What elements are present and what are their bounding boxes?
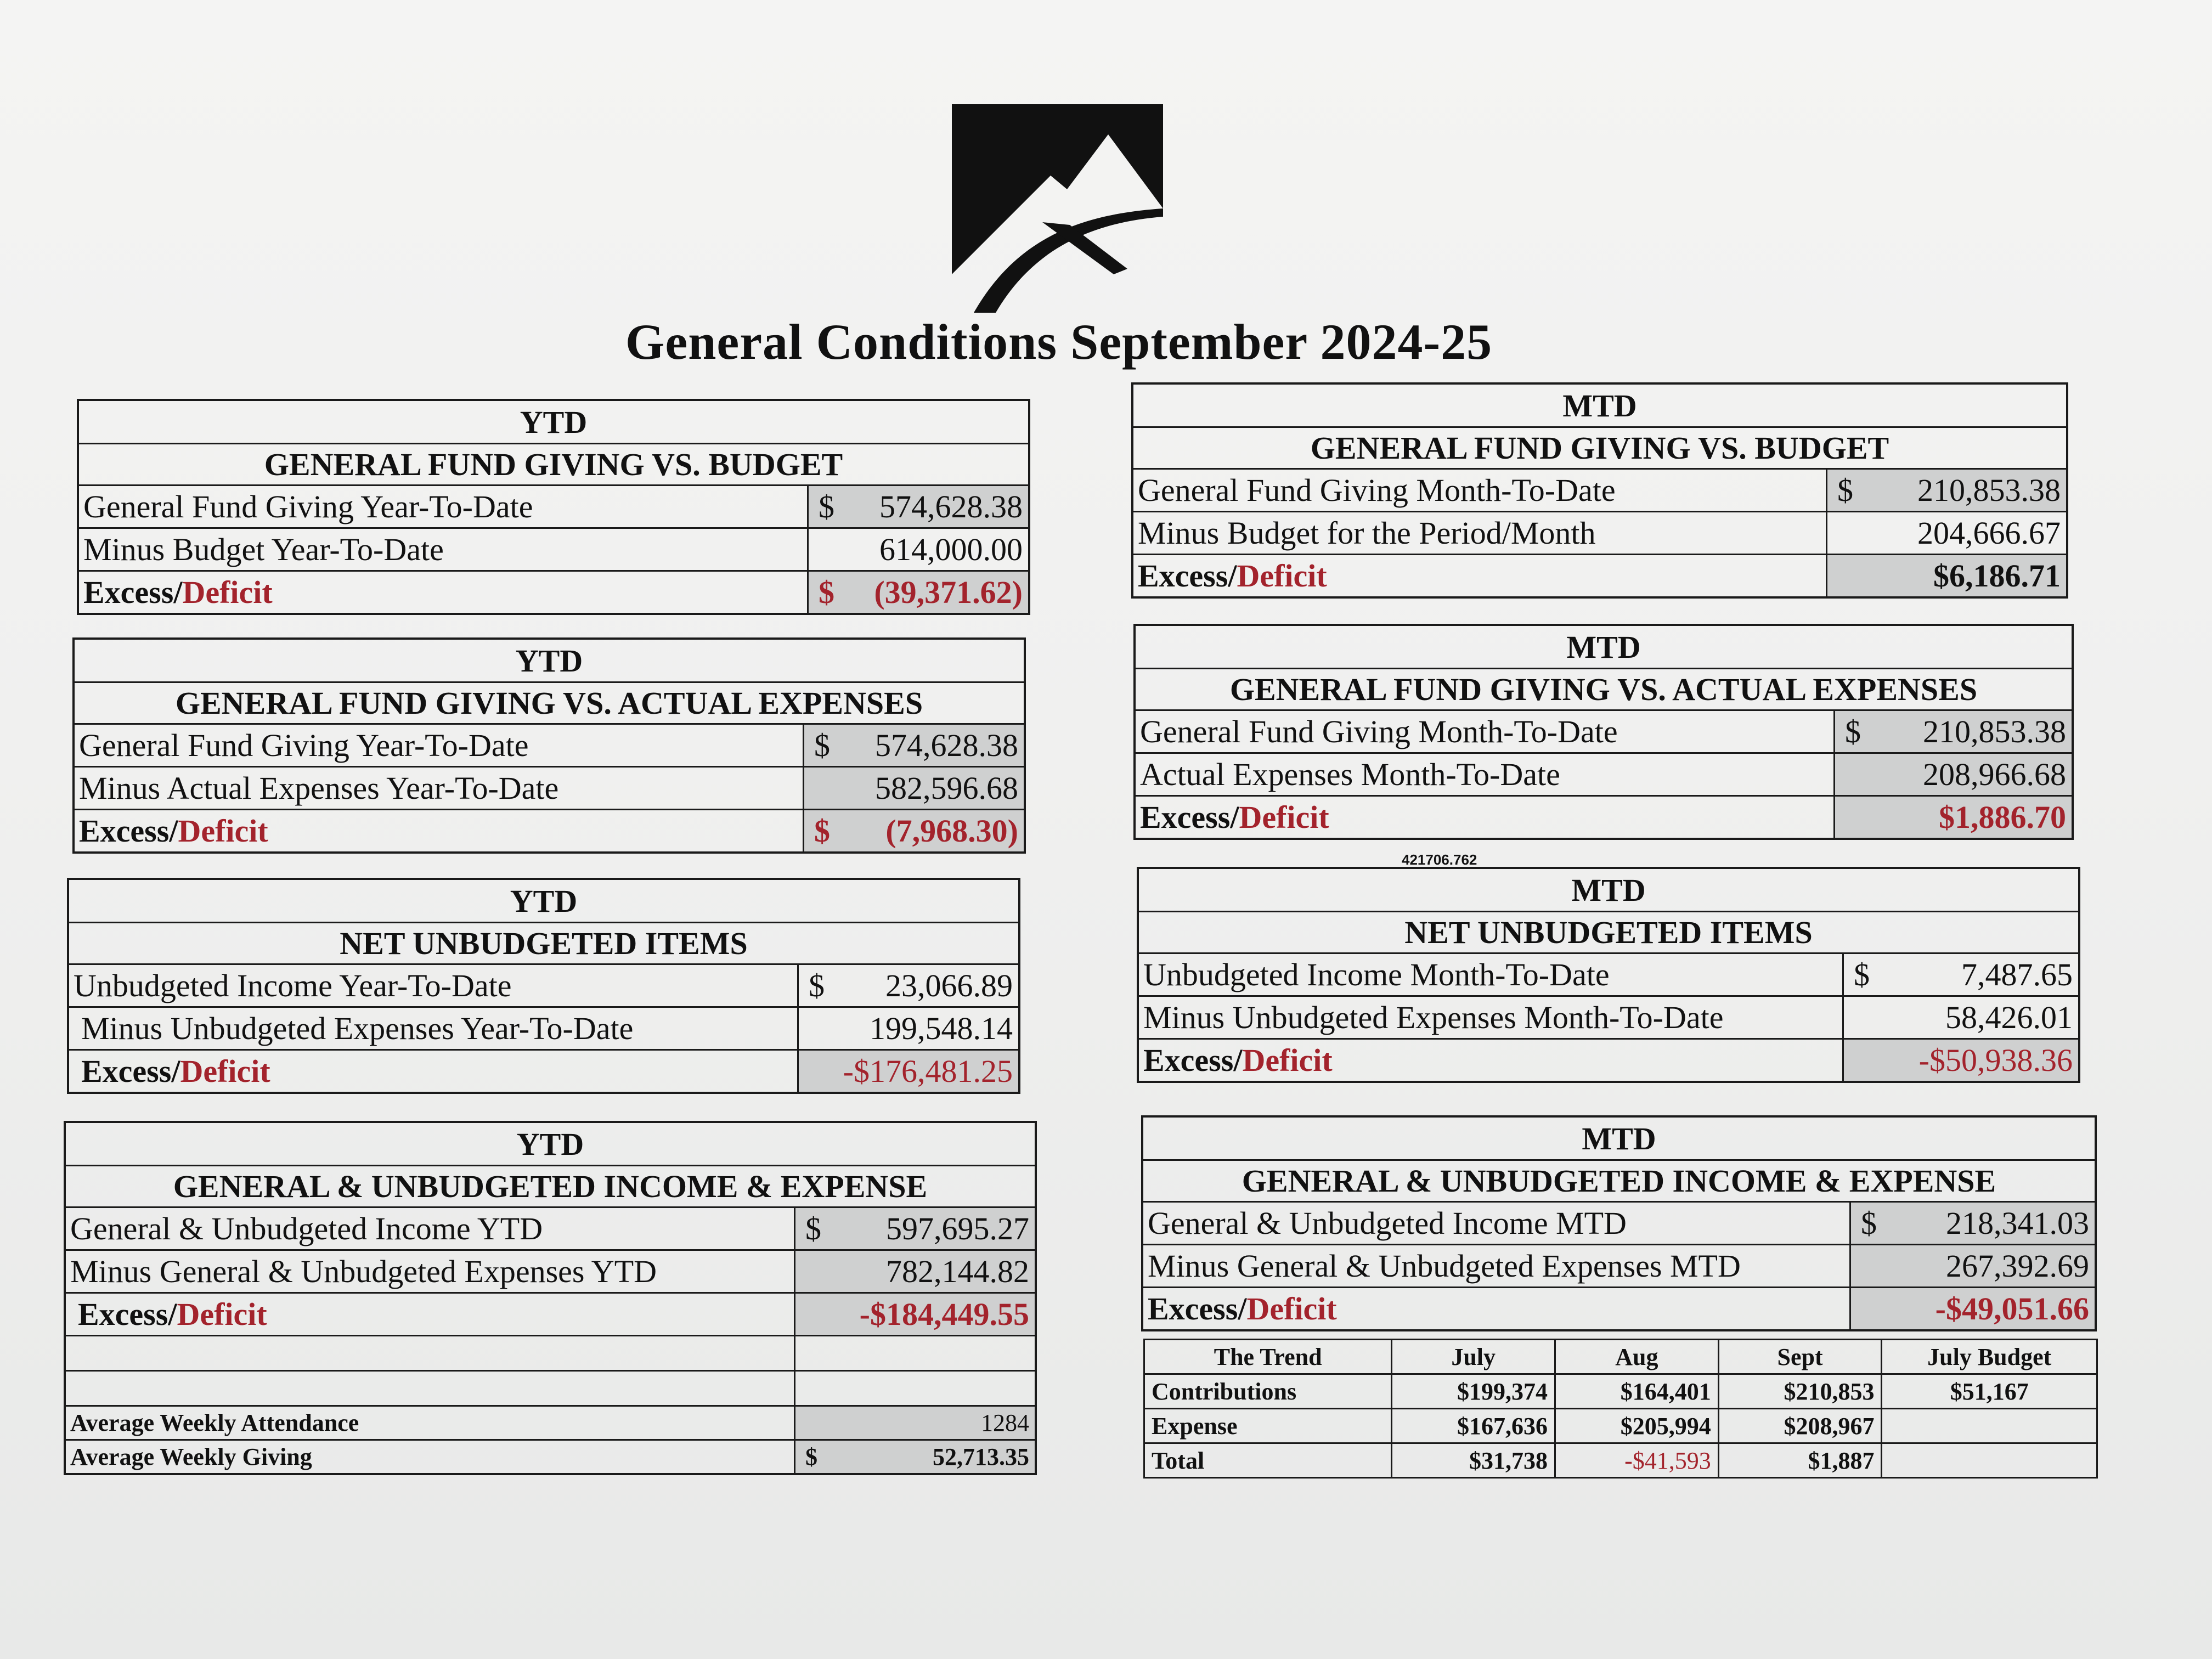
period-header: MTD [1562,387,1637,424]
table-row [1136,709,2072,752]
trend-header-row [1144,1340,2097,1374]
period-header: MTD [1566,629,1641,665]
trend-header: The Trend [1144,1340,1392,1374]
period-header: YTD [520,404,588,440]
row-label: Unbudgeted Income Month-To-Date [1139,954,1844,995]
table-row [69,963,1018,1006]
trend-header: July [1392,1340,1555,1374]
trend-cell [1882,1443,2097,1478]
table-row [75,723,1024,766]
result-label: Excess/ Deficit [69,1051,799,1092]
result-value: $ (39,371.62) [809,572,1028,613]
trend-row-label: Expense [1144,1409,1392,1443]
mtd-giving-vs-expenses-table [1133,624,2074,840]
result-row [79,570,1028,613]
trend-row-total [1144,1443,2097,1478]
row-label: Minus Budget for the Period/Month [1133,512,1827,554]
table-row [79,484,1028,527]
page-title: General Conditions September 2024-25 [625,314,1493,370]
ytd-general-unbudgeted-table [64,1121,1037,1475]
section-heading: NET UNBUDGETED ITEMS [69,922,1018,963]
trend-cell: -$41,593 [1555,1443,1719,1478]
result-row [1133,554,2066,596]
table-row [1133,511,2066,554]
section-heading: GENERAL FUND GIVING VS. BUDGET [79,443,1028,484]
ytd-giving-vs-expenses-table [72,637,1026,854]
row-label: Minus General & Unbudgeted Expenses MTD [1143,1245,1851,1286]
period-header: YTD [516,1126,584,1162]
result-row [1136,795,2072,838]
row-label: Minus Unbudgeted Expenses Month-To-Date [1139,997,1844,1038]
result-label: Excess/ Deficit [1133,555,1827,596]
trend-header: Aug [1555,1340,1719,1374]
table-row [1143,1201,2095,1244]
row-value: 582,596.68 [804,768,1024,809]
row-value: $ 210,853.38 [1835,711,2072,752]
trend-cell: $167,636 [1392,1409,1555,1443]
trend-header: July Budget [1882,1340,2097,1374]
trend-row-label: Total [1144,1443,1392,1478]
row-label: General Fund Giving Year-To-Date [75,725,804,766]
attendance-label: Average Weekly Attendance [66,1407,795,1439]
row-value: $ 210,853.38 [1827,470,2066,511]
weekly-giving-row [66,1439,1035,1473]
row-value: $ 218,341.03 [1851,1203,2095,1244]
ytd-unbudgeted-table [67,878,1020,1094]
result-label: Excess/ Deficit [1143,1288,1851,1329]
table-row [1143,1244,2095,1286]
stamp-number: 421706.762 [1402,851,1477,868]
period-header: YTD [515,642,583,679]
trend-cell [1882,1409,2097,1443]
row-value: 58,426.01 [1945,1000,2073,1035]
result-row [1143,1286,2095,1329]
trend-cell: $31,738 [1392,1443,1555,1478]
trend-cell: $208,967 [1718,1409,1882,1443]
attendance-row [66,1405,1035,1439]
row-label: Unbudgeted Income Year-To-Date [69,965,799,1006]
trend-cell: $164,401 [1555,1374,1719,1409]
row-label: General Fund Giving Month-To-Date [1133,470,1827,511]
row-label: Minus Actual Expenses Year-To-Date [75,768,804,809]
row-label: General & Unbudgeted Income YTD [66,1208,795,1249]
result-value: -$176,481.25 [799,1051,1018,1092]
trend-cell: $1,887 [1718,1443,1882,1478]
row-value: 199,548.14 [870,1011,1013,1046]
result-value: -$184,449.55 [795,1294,1035,1335]
table-row [66,1249,1035,1292]
table-row [1133,468,2066,511]
result-row [66,1292,1035,1335]
result-label: Excess/ Deficit [66,1294,795,1335]
row-label: Actual Expenses Month-To-Date [1136,754,1835,795]
table-row [1139,952,2078,995]
trend-row-expense [1144,1409,2097,1443]
row-label: General Fund Giving Year-To-Date [79,486,809,527]
trend-cell: $210,853 [1718,1374,1882,1409]
result-row [69,1049,1018,1092]
row-value: 267,392.69 [1851,1245,2095,1286]
empty-row [66,1370,1035,1405]
mtd-unbudgeted-table [1137,867,2080,1083]
row-value: $ 7,487.65 [1854,957,2073,992]
mtd-giving-vs-budget-table [1131,382,2068,599]
row-label: General Fund Giving Month-To-Date [1136,711,1835,752]
result-value: $6,186.71 [1827,555,2066,596]
row-label: General & Unbudgeted Income MTD [1143,1203,1851,1244]
row-value: 208,966.68 [1835,754,2072,795]
section-heading: NET UNBUDGETED ITEMS [1139,911,2078,952]
result-label: Excess/ Deficit [79,572,809,613]
trend-table [1143,1339,2098,1479]
mountain-logo [952,104,1163,313]
ytd-giving-vs-budget-table [77,399,1030,615]
trend-cell: $205,994 [1555,1409,1719,1443]
row-value: 614,000.00 [879,532,1023,567]
table-row [75,766,1024,809]
result-value: -$50,938.36 [1844,1040,2078,1081]
weekly-giving-label: Average Weekly Giving [66,1441,795,1473]
result-label: Excess/ Deficit [75,810,804,851]
period-header: YTD [510,883,578,919]
table-row [1136,752,2072,795]
trend-cell: $199,374 [1392,1374,1555,1409]
row-value: $ 597,695.27 [795,1208,1035,1249]
result-value: $ (7,968.30) [804,810,1024,851]
table-row [79,527,1028,570]
trend-row-contributions [1144,1374,2097,1409]
row-label: Minus General & Unbudgeted Expenses YTD [66,1251,795,1292]
trend-header: Sept [1718,1340,1882,1374]
row-label: Minus Unbudgeted Expenses Year-To-Date [69,1008,799,1049]
row-value: $ 23,066.89 [809,968,1013,1003]
table-row [69,1006,1018,1049]
period-header: MTD [1571,872,1646,908]
section-heading: GENERAL FUND GIVING VS. BUDGET [1133,426,2066,468]
section-heading: GENERAL FUND GIVING VS. ACTUAL EXPENSES [1136,668,2072,709]
section-heading: GENERAL FUND GIVING VS. ACTUAL EXPENSES [75,681,1024,723]
mtd-general-unbudgeted-table [1141,1115,2097,1331]
trend-row-label: Contributions [1144,1374,1392,1409]
result-label: Excess/ Deficit [1139,1040,1844,1081]
empty-row [66,1335,1035,1370]
attendance-value: 1284 [795,1407,1035,1439]
table-row [66,1206,1035,1249]
row-value: $ 574,628.38 [809,486,1028,527]
weekly-giving-value: $ 52,713.35 [795,1441,1035,1473]
result-value: -$49,051.66 [1851,1288,2095,1329]
row-value: 204,666.67 [1917,515,2061,551]
result-value: $1,886.70 [1835,797,2072,838]
result-label: Excess/ Deficit [1136,797,1835,838]
row-value: 782,144.82 [795,1251,1035,1292]
row-label: Minus Budget Year-To-Date [79,529,809,570]
result-row [75,809,1024,851]
result-row [1139,1038,2078,1081]
row-value: $ 574,628.38 [804,725,1024,766]
section-heading: GENERAL & UNBUDGETED INCOME & EXPENSE [1143,1159,2095,1201]
table-row [1139,995,2078,1038]
trend-cell: $51,167 [1882,1374,2097,1409]
section-heading: GENERAL & UNBUDGETED INCOME & EXPENSE [66,1165,1035,1206]
period-header: MTD [1582,1120,1656,1156]
